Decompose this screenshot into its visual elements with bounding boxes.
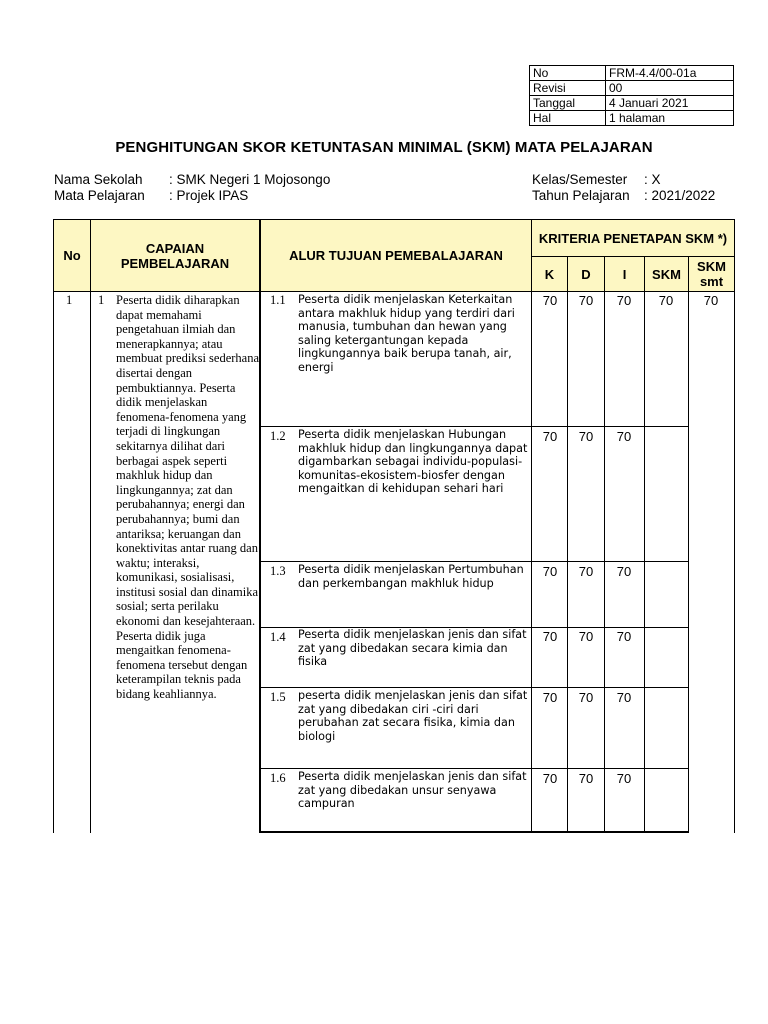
meta-subject [54, 188, 248, 204]
atp-number: 1.3 [270, 564, 286, 578]
doc-control-label: No [530, 66, 606, 81]
atp-number: 1.2 [270, 429, 286, 443]
score-i: 70 [616, 564, 632, 579]
score-k: 70 [542, 564, 558, 579]
table-border-left [53, 219, 54, 833]
row-number: 1 [66, 293, 73, 307]
score-d: 70 [578, 771, 594, 786]
score-k: 70 [542, 629, 558, 644]
header-kriteria: KRITERIA PENETAPAN SKM *) [538, 230, 728, 246]
school-label: Nama Sekolah [54, 172, 143, 187]
doc-control-row [530, 66, 734, 81]
header-capaian-pembelajaran: CAPAIAN PEMBELAJARAN [120, 240, 230, 271]
year-value: : 2021/2022 [644, 188, 716, 203]
doc-control-row [530, 111, 734, 126]
score-i: 70 [616, 293, 632, 308]
column-divider [604, 256, 605, 833]
score-d: 70 [578, 629, 594, 644]
doc-control-value: 1 halaman [606, 111, 734, 126]
cp-number: 1 [98, 293, 105, 307]
score-i: 70 [616, 690, 632, 705]
doc-control-row [530, 96, 734, 111]
meta-year [532, 188, 715, 204]
cp-text: Peserta didik diharapkan dapat memahami pengetahuan ilmiah dan menerapkannya; atau membuat prediksi sederhana disertai dengan pembuktiannya. Peserta didik menjelaskan fenomena-fenomena yang terjadi di lingkungan sekitarnya dilihat dari berbagai aspek seperti makhluk hidup dan lingkungannya; zat dan perubahannya; energi dan perubahannya; bumi dan antariksa; keruangan dan konektivitas antar ruang dan waktu; interaksi, komunikasi, sosialisasi, institusi sosial dan dinamika sosial; serta perilaku ekonomi dan kesejahteraan. Peserta didik juga mengaitkan fenomena-fenomena tersebut dengan keterampilan teknis pada bidang keahliannya. [116, 293, 260, 702]
header-skm: SKM [652, 266, 681, 282]
doc-control-value: 00 [606, 81, 734, 96]
header-no: No [63, 248, 81, 263]
row-divider [259, 687, 689, 688]
column-divider [644, 256, 645, 833]
score-skm-smt: 70 [703, 293, 719, 308]
year-label: Tahun Pelajaran [532, 188, 630, 203]
score-d: 70 [578, 293, 594, 308]
subject-value: : Projek IPAS [169, 188, 249, 203]
header-alur-tujuan: ALUR TUJUAN PEMEBALAJARAN [289, 248, 503, 263]
atp-text: Peserta didik menjelaskan Hubungan makhluk hidup dan lingkungannya dapat digambarkan sebagai individu-populasi-komunitas-ekosistem-biosfer dengan mengaitkan di kehidupan sehari hari [298, 428, 528, 496]
column-divider [90, 219, 91, 833]
atp-text: Peserta didik menjelaskan jenis dan sifat zat yang dibedakan secara kimia dan fisika [298, 628, 527, 669]
header-d: D [581, 266, 591, 282]
table-border-right [734, 219, 735, 833]
atp-number: 1.4 [270, 630, 286, 644]
page-title: PENGHITUNGAN SKOR KETUNTASAN MINIMAL (SKM) MATA PELAJARAN [115, 139, 653, 156]
class-value: : X [644, 172, 661, 187]
score-skm: 70 [658, 293, 674, 308]
doc-control-value: FRM-4.4/00-01a [606, 66, 734, 81]
score-d: 70 [578, 564, 594, 579]
school-value: : SMK Negeri 1 Mojosongo [169, 172, 331, 187]
row-divider [259, 561, 689, 562]
score-k: 70 [542, 293, 558, 308]
atp-number: 1.1 [270, 293, 286, 307]
header-k: K [544, 266, 555, 282]
class-label: Kelas/Semester [532, 172, 628, 187]
column-divider [688, 256, 689, 833]
score-i: 70 [616, 429, 632, 444]
header-i: I [622, 266, 627, 282]
atp-text: Peserta didik menjelaskan Keterkaitan antara makhluk hidup yang terdiri dari manusia, tumbuhan dan hewan yang saling ketergantungan kepada lingkungannya baik berupa tanah, air, energi [298, 293, 515, 374]
meta-class [532, 172, 661, 188]
score-i: 70 [616, 629, 632, 644]
row-divider [259, 831, 689, 833]
score-i: 70 [616, 771, 632, 786]
subject-label: Mata Pelajaran [54, 188, 145, 203]
document-control-table [529, 65, 734, 126]
doc-control-label: Hal [530, 111, 606, 126]
doc-control-row [530, 81, 734, 96]
header-bottom-border [53, 291, 735, 292]
atp-text: Peserta didik menjelaskan Pertumbuhan dan perkembangan makhluk hidup [298, 563, 524, 590]
score-d: 70 [578, 690, 594, 705]
doc-control-label: Tanggal [530, 96, 606, 111]
score-k: 70 [542, 690, 558, 705]
row-divider [259, 426, 689, 427]
meta-school [54, 172, 330, 188]
atp-number: 1.6 [270, 771, 286, 785]
column-divider [567, 256, 568, 833]
atp-text: peserta didik menjelaskan jenis dan sifat zat yang dibedakan ciri -ciri dari perubahan zat secara fisika, kimia dan biologi [298, 689, 528, 743]
row-divider [259, 768, 689, 769]
score-d: 70 [578, 429, 594, 444]
score-k: 70 [542, 429, 558, 444]
atp-number: 1.5 [270, 690, 286, 704]
doc-control-label: Revisi [530, 81, 606, 96]
doc-control-value: 4 Januari 2021 [606, 96, 734, 111]
score-k: 70 [542, 771, 558, 786]
atp-text: Peserta didik menjelaskan jenis dan sifat zat yang dibedakan unsur senyawa campuran [298, 770, 527, 811]
header-skm-smt: SKM smt [697, 259, 726, 289]
